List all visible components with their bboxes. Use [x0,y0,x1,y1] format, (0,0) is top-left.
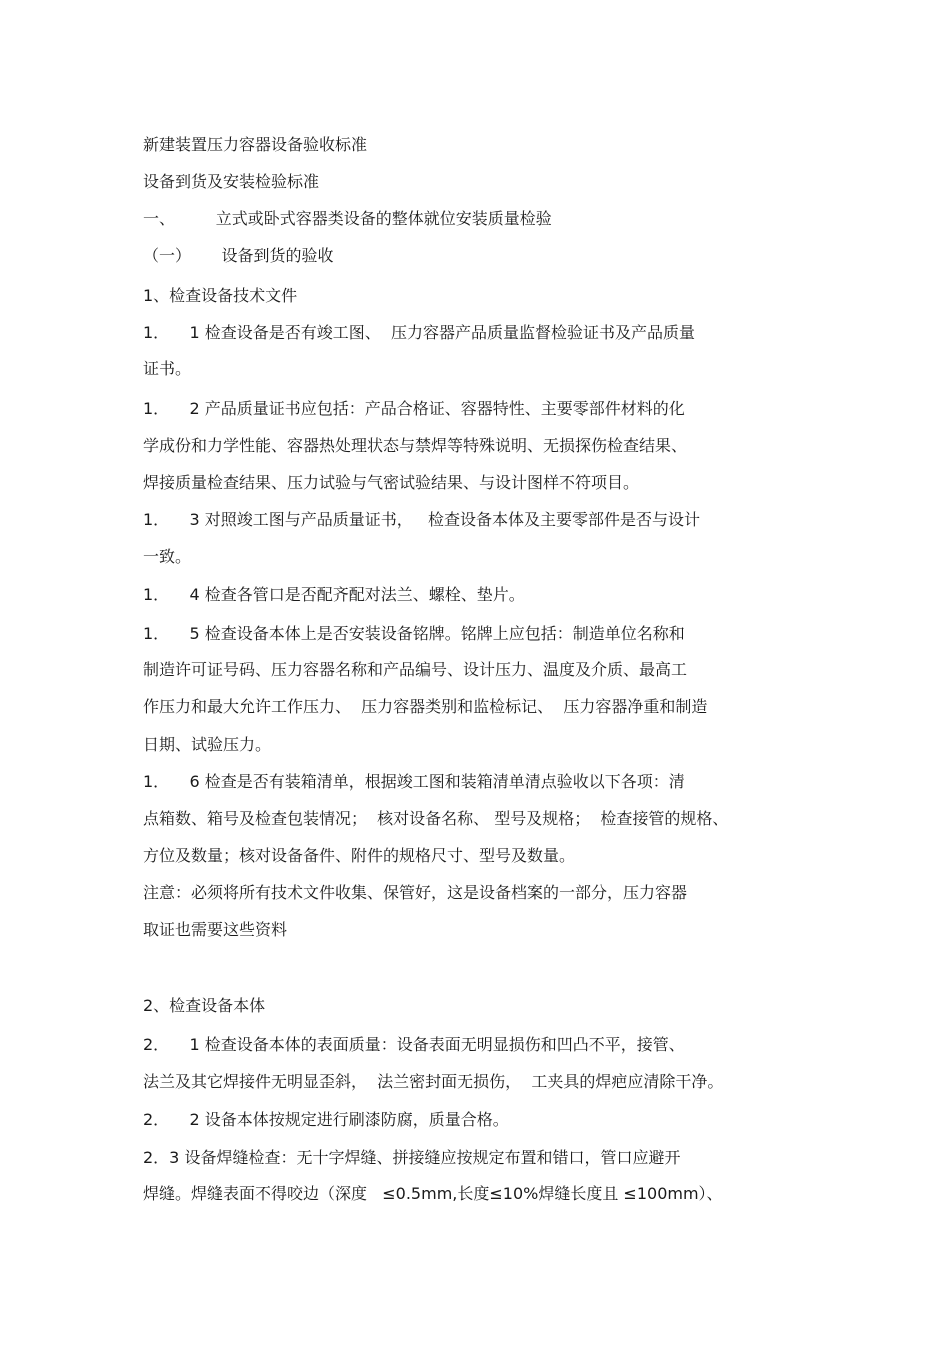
paragraph-line: 1． 6 检查是否有装箱清单，根据竣工图和装箱清单清点验收以下各项：清 [143,772,685,791]
paragraph-line: 学成份和力学性能、容器热处理状态与禁焊等特殊说明、无损探伤检查结果、 [143,436,688,455]
paragraph-line: 日期、试验压力。 [143,735,272,754]
item-heading: 1、检查设备技术文件 [143,286,298,305]
paragraph-line: 点箱数、箱号及检查包装情况； 核对设备名称、 型号及规格； 检查接管的规格、 [143,809,729,828]
paragraph-line: 1． 3 对照竣工图与产品质量证书， 检查设备本体及主要零部件是否与设计 [143,510,701,529]
document-subtitle: 设备到货及安装检验标准 [143,172,320,191]
paragraph-line: 焊接质量检查结果、压力试验与气密试验结果、与设计图样不符项目。 [143,473,640,492]
paragraph-line: 证书。 [143,359,192,378]
paragraph-line: 方位及数量；核对设备备件、附件的规格尺寸、型号及数量。 [143,846,576,865]
paragraph-line: 法兰及其它焊接件无明显歪斜， 法兰密封面无损伤， 工夹具的焊疤应清除干净。 [143,1072,724,1091]
paragraph-line: 焊缝。焊缝表面不得咬边（深度 ≤0.5mm,长度≤10%焊缝长度且 ≤100mm）、 [143,1184,723,1203]
paragraph-line: 一致。 [143,547,192,566]
note-line: 取证也需要这些资料 [143,920,288,939]
note-line: 注意：必须将所有技术文件收集、保管好，这是设备档案的一部分，压力容器 [143,883,688,902]
section-heading: 一、 立式或卧式容器类设备的整体就位安装质量检验 [143,209,552,228]
paragraph-line: 1． 4 检查各管口是否配齐配对法兰、螺栓、垫片。 [143,585,525,604]
paragraph-line: 制造许可证号码、压力容器名称和产品编号、设计压力、温度及介质、最高工 [143,660,688,679]
paragraph-line: 2． 2 设备本体按规定进行刷漆防腐，质量合格。 [143,1110,509,1129]
paragraph-line: 2．3 设备焊缝检查：无十字焊缝、拼接缝应按规定布置和错口，管口应避开 [143,1148,681,1167]
paragraph-line: 作压力和最大允许工作压力、 压力容器类别和监检标记、 压力容器净重和制造 [143,697,708,716]
document-title: 新建装置压力容器设备验收标准 [143,135,368,154]
subsection-heading: （一） 设备到货的验收 [143,246,334,265]
item-heading: 2、检查设备本体 [143,996,266,1015]
paragraph-line: 2． 1 检查设备本体的表面质量：设备表面无明显损伤和凹凸不平，接管、 [143,1035,685,1054]
paragraph-line: 1． 5 检查设备本体上是否安装设备铭牌。铭牌上应包括：制造单位名称和 [143,624,685,643]
paragraph-line: 1． 1 检查设备是否有竣工图、 压力容器产品质量监督检验证书及产品质量 [143,323,695,342]
paragraph-line: 1． 2 产品质量证书应包括：产品合格证、容器特性、主要零部件材料的化 [143,399,685,418]
